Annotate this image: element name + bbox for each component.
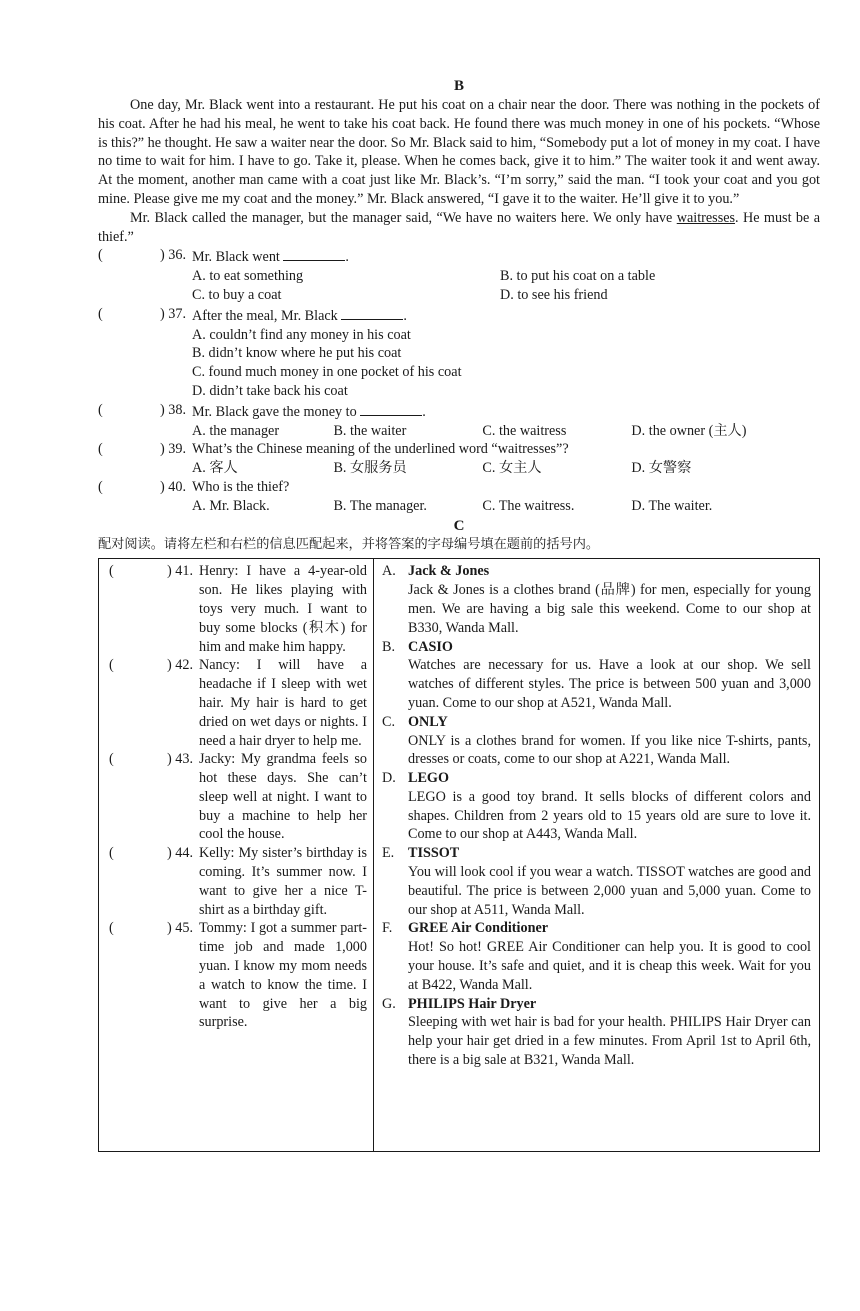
section-c-title: C — [453, 517, 465, 534]
right-column — [374, 559, 819, 1151]
question-38: ( ) 38. Mr. Black gave the money to . — [98, 401, 426, 420]
options — [192, 326, 820, 401]
instruction: 配对阅读。请将左栏和右栏的信息匹配起来，并将答案的字母编号填在题前的括号内。 — [98, 536, 600, 552]
answer-blank — [283, 246, 345, 261]
answer-blank — [341, 305, 403, 320]
option: C. 女主人 — [482, 460, 542, 477]
option: C. the waitress — [482, 422, 567, 439]
brand-name: ONLY — [408, 713, 448, 730]
ad-item: C. ONLY ONLY is a clothes brand for women. If you like nice T-shirts, pants, dresses or coats, come to our shop at A221, Wanda Mall. — [382, 713, 811, 768]
ad-item: G. PHILIPS Hair Dryer Sleeping with wet hair is bad for your health. PHILIPS Hair Dryer can help your hair get dried in a few minutes. From April 1st to April 6th, there is a big sale at B321, Wanda Mall. — [382, 995, 811, 1069]
ad-item: E. TISSOT You will look cool if you wear a watch. TISSOT watches are good and beautiful. The price is between 2,000 yuan and 5,000 yuan. Come to our shop at A511, Wanda Mall. — [382, 845, 811, 918]
ad-item: B. CASIO Watches are necessary for us. Have a look at our shop. We sell watches of different styles. The price is between 500 yuan and 3,000 yuan. Come to our shop at A521, Wanda Mall. — [382, 638, 811, 711]
answer-paren[interactable]: ( — [109, 920, 114, 937]
ad-item: D. LEGO LEGO is a good toy brand. It sells blocks of different colors and shapes. Children from 2 years old to 15 years old are sure to love it. Come to our shop at A443, Wanda Mall. — [382, 770, 811, 843]
passage-paragraph: One day, Mr. Black went into a restaurant. He put his coat on a chair near the door. There was nothing in the pockets of his coat. After he had his meal, he went to take his coat back. He found there was much money in one of his pockets. “Whose is this?” he thought. He saw a waiter near the door. So Mr. Black said to him, “Somebody put a lot of money in my coat. I have no time to wait for him. I have to go. Take it, please. When he comes back, give it to him.” The waiter took it and went away. At the moment, another man came with a coat just like Mr. Black’s. “I’m sorry,” said the man. “I took your coat and you got mine. Please give me my coat and the money.” Mr. Black answered, “I gave it to the waiter. He’ll give it to you.” — [98, 97, 820, 207]
answer-paren[interactable]: ( — [98, 247, 103, 264]
option: A. 客人 — [192, 460, 238, 477]
list-item: ( ) 44. Kelly: My sister’s birthday is coming. It’s summer now. I want to give her a nice T-shirt as a birthday gift. — [109, 845, 367, 918]
option: A. the manager — [192, 422, 280, 439]
ad-item: F. GREE Air Conditioner Hot! So hot! GREE Air Conditioner can help you. It is good to cool your house. It’s safe and quiet, and it is cheap this week. Wait for you at B422, Wanda Mall. — [382, 920, 811, 993]
answer-paren[interactable]: ( — [98, 305, 103, 322]
brand-name: LEGO — [408, 770, 449, 787]
option: D. to see his friend — [500, 286, 608, 303]
brand-name: CASIO — [408, 638, 453, 655]
answer-blank — [360, 401, 422, 416]
options — [192, 497, 820, 516]
underlined-word: waitresses — [676, 209, 736, 226]
options — [192, 459, 820, 478]
exam-page — [98, 76, 820, 1152]
brand-name: GREE Air Conditioner — [408, 920, 549, 937]
option: A. to eat something — [192, 268, 304, 285]
section-b-title: B — [453, 78, 464, 94]
answer-paren[interactable]: ( — [109, 563, 114, 580]
list-item: ( ) 42. Nancy: I will have a headache if I sleep with wet hair. My hair is hard to get dried on wet days or nights. I need a hair dryer to help me. — [109, 657, 367, 749]
answer-paren[interactable]: ( — [109, 751, 114, 768]
passage-paragraph: Mr. Black called the manager, but the manager said, “We have no waiters here. We only have waitresses. He must be a thief.” — [98, 209, 820, 245]
question-37: ( ) 37. After the meal, Mr. Black . — [98, 305, 407, 324]
option: B. to put his coat on a table — [500, 268, 656, 285]
matching-table — [98, 558, 820, 1152]
question-40: ( ) 40. Who is the thief? — [98, 478, 290, 495]
brand-name: Jack & Jones — [408, 563, 490, 580]
question-39: ( ) 39. What’s the Chinese meaning of the underlined word “waitresses”? — [98, 441, 569, 458]
list-item: ( ) 45. Tommy: I got a summer part-time job and made 1,000 yuan. I know my mom needs a watch to know the time. I want to give her a big surprise. — [109, 920, 367, 1031]
option: A. Mr. Black. — [192, 497, 270, 514]
answer-paren[interactable]: ( — [98, 478, 103, 495]
answer-paren[interactable]: ( — [109, 845, 114, 862]
options — [192, 267, 820, 305]
question-36: ( ) 36. Mr. Black went . — [98, 247, 349, 266]
options — [192, 422, 820, 441]
list-item: ( ) 41. Henry: I have a 4-year-old son. He likes playing with toys very much. I want to buy some blocks (积木) for him and make him happy. — [109, 563, 367, 655]
option: A. couldn’t find any money in his coat — [192, 326, 411, 343]
option: C. to buy a coat — [192, 286, 282, 303]
option: B. 女服务员 — [333, 460, 407, 477]
option: B. didn’t know where he put his coat — [192, 345, 402, 362]
brand-name: TISSOT — [408, 845, 460, 862]
option: C. The waitress. — [482, 497, 575, 514]
option: B. The manager. — [333, 497, 427, 514]
answer-paren[interactable]: ( — [98, 441, 103, 458]
option: D. didn’t take back his coat — [192, 382, 348, 399]
brand-name: PHILIPS Hair Dryer — [408, 995, 537, 1012]
option: D. the owner (主人) — [631, 422, 747, 439]
option: D. 女警察 — [631, 460, 692, 477]
answer-paren[interactable]: ( — [98, 401, 103, 418]
answer-paren[interactable]: ( — [109, 657, 114, 674]
left-column — [99, 559, 374, 1151]
option: D. The waiter. — [631, 497, 713, 514]
ad-item: A. Jack & Jones Jack & Jones is a clothes brand (品牌) for men, especially for young men. We are having a big sale this weekend. Come to our shop at B330, Wanda Mall. — [382, 563, 811, 636]
list-item: ( ) 43. Jacky: My grandma feels so hot these days. She can’t sleep well at night. I want to buy a machine to help her cool the house. — [109, 751, 367, 843]
option: B. the waiter — [333, 422, 407, 439]
option: C. found much money in one pocket of his coat — [192, 364, 462, 381]
